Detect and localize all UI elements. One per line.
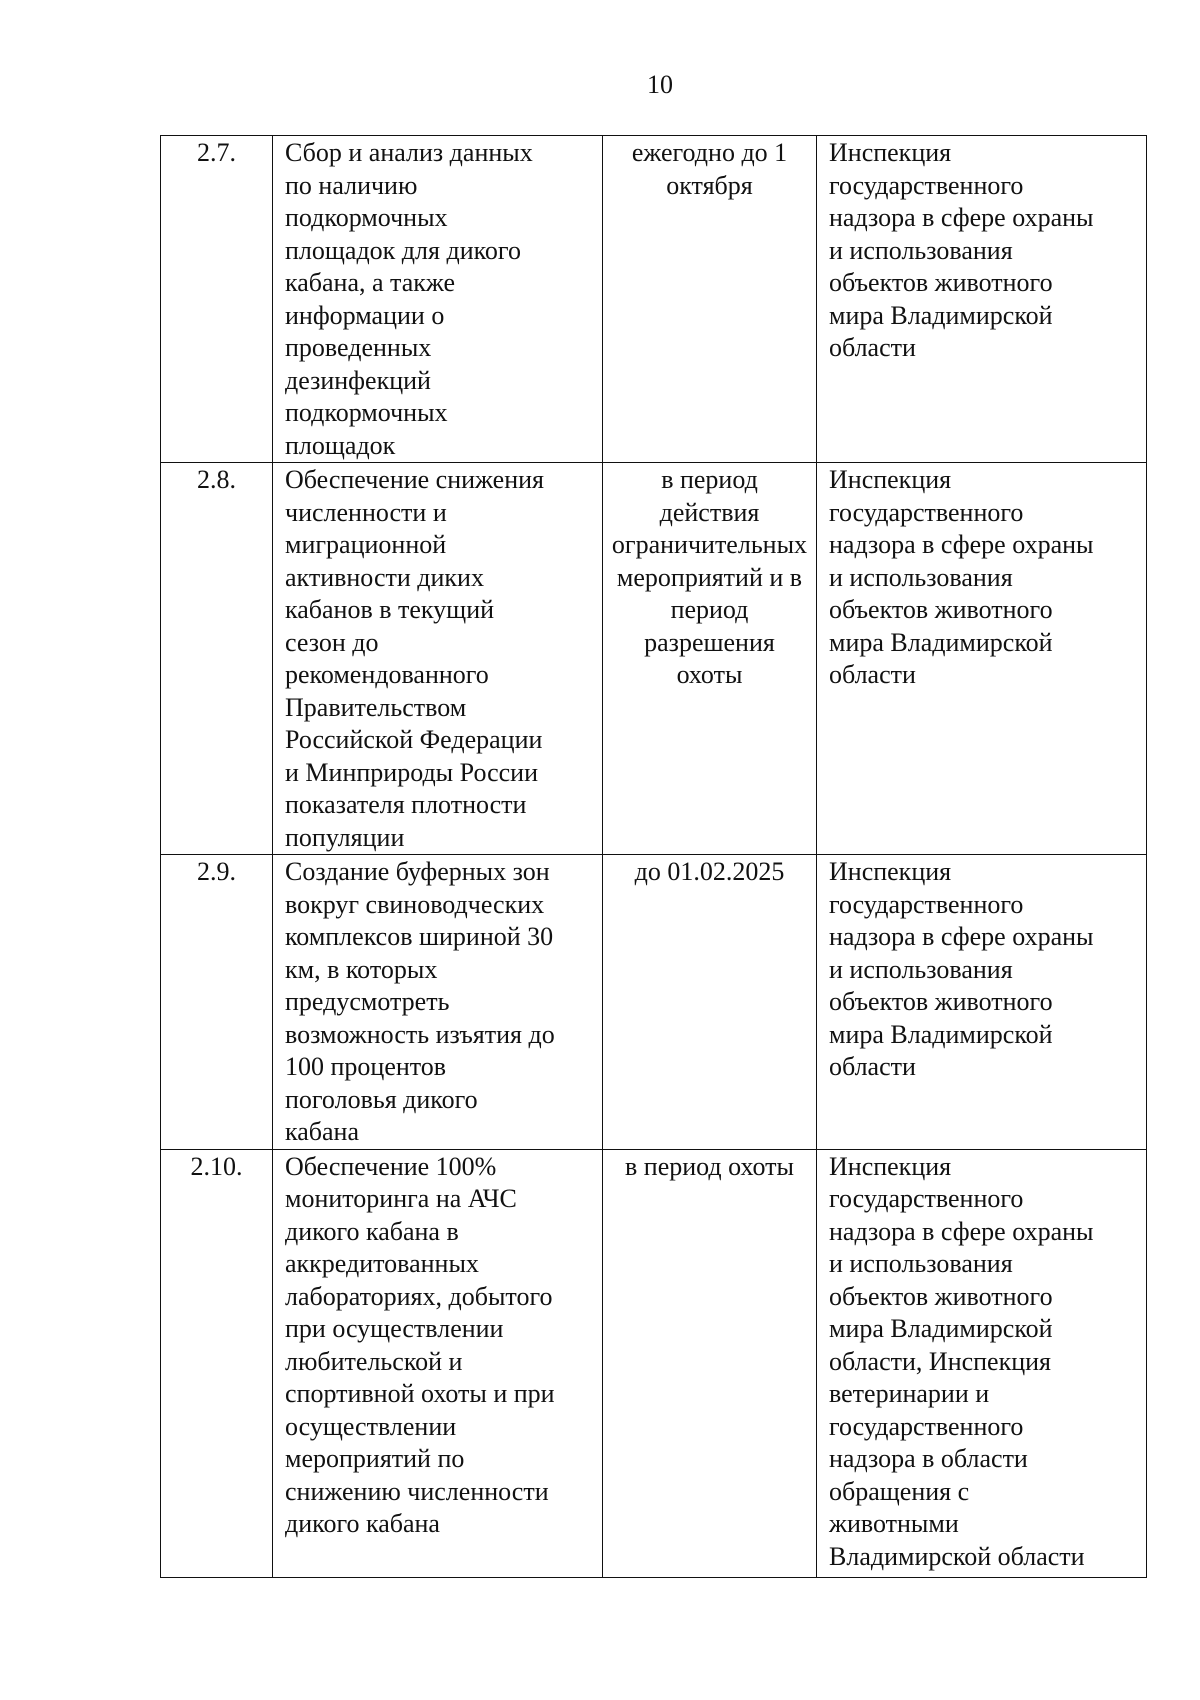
item-number: 2.10. xyxy=(161,1149,273,1577)
measure-description: Создание буферных зон вокруг свиноводческих комплексов шириной 30 км, в которых предусмотреть возможность изъятия до 100 процентов поголовья дикого кабана xyxy=(273,855,603,1150)
responsible-party: Инспекция государственного надзора в сфере охраны и использования объектов животного мира Владимирской области, Инспекция ветеринарии и государственного надзора в области обращения с животными Владимирской области xyxy=(817,1149,1147,1577)
measure-description: Обеспечение снижения численности и миграционной активности диких кабанов в текущий сезон до рекомендованного Правительством Российской Федерации и Минприроды России показателя плотности популяции xyxy=(273,463,603,855)
responsible-party: Инспекция государственного надзора в сфере охраны и использования объектов животного мира Владимирской области xyxy=(817,855,1147,1150)
measure-description: Сбор и анализ данных по наличию подкормочных площадок для дикого кабана, а также информации о проведенных дезинфекций подкормочных площадок xyxy=(273,136,603,463)
table-row xyxy=(161,855,1147,1150)
deadline: в период действия ограничительных мероприятий и в период разрешения охоты xyxy=(603,463,817,855)
page-number: 10 xyxy=(647,70,673,99)
responsible-party: Инспекция государственного надзора в сфере охраны и использования объектов животного мира Владимирской области xyxy=(817,136,1147,463)
table-row xyxy=(161,463,1147,855)
responsible-party: Инспекция государственного надзора в сфере охраны и использования объектов животного мира Владимирской области xyxy=(817,463,1147,855)
deadline: до 01.02.2025 xyxy=(603,855,817,1150)
deadline: в период охоты xyxy=(603,1149,817,1577)
item-number: 2.9. xyxy=(161,855,273,1150)
table-row xyxy=(161,136,1147,463)
deadline: ежегодно до 1 октября xyxy=(603,136,817,463)
measure-description: Обеспечение 100% мониторинга на АЧС дикого кабана в аккредитованных лабораториях, добытого при осуществлении любительской и спортивной охоты и при осуществлении мероприятий по снижению численности дикого кабана xyxy=(273,1149,603,1577)
table-row xyxy=(161,1149,1147,1577)
item-number: 2.7. xyxy=(161,136,273,463)
item-number: 2.8. xyxy=(161,463,273,855)
measures-table xyxy=(160,135,1147,1578)
